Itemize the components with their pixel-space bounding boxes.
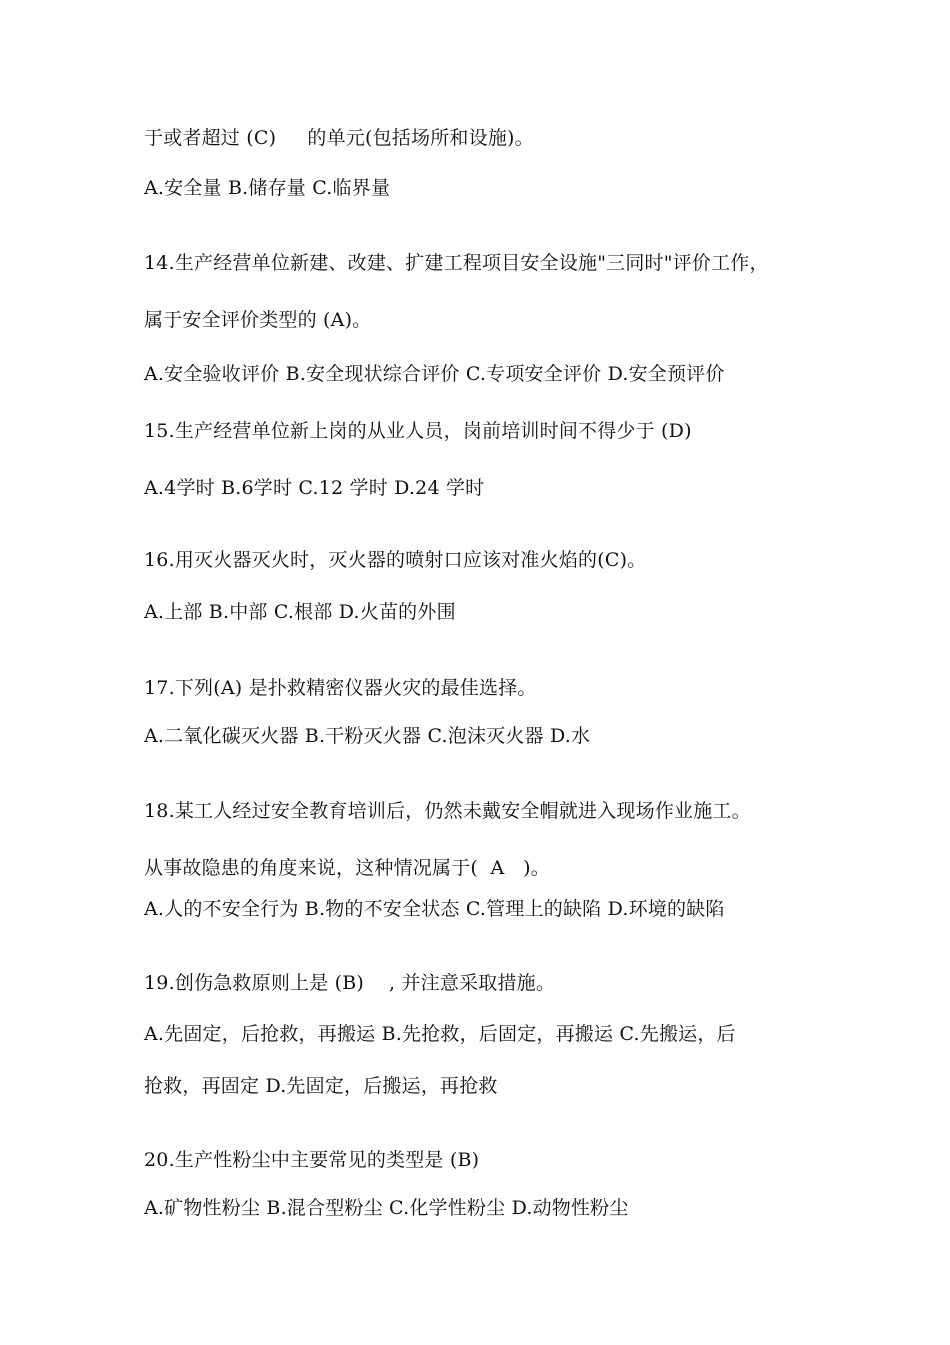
q20-text: 20.生产性粉尘中主要常见的类型是 (B) bbox=[144, 1149, 480, 1171]
q16-options: A.上部 B.中部 C.根部 D.火苗的外围 bbox=[144, 601, 456, 623]
q15-options: A.4学时 B.6学时 C.12 学时 D.24 学时 bbox=[144, 477, 485, 499]
q18-text-cont: 从事故隐患的角度来说，这种情况属于( A )。 bbox=[144, 857, 550, 879]
q19-options-cont: 抢救，再固定 D.先固定，后搬运，再抢救 bbox=[144, 1075, 498, 1097]
q13-continuation: 于或者超过 (C) 的单元(包括场所和设施)。 bbox=[144, 127, 534, 149]
q18-options: A.人的不安全行为 B.物的不安全状态 C.管理上的缺陷 D.环境的缺陷 bbox=[144, 898, 725, 920]
q15-text: 15.生产经营单位新上岗的从业人员，岗前培训时间不得少于 (D) bbox=[144, 420, 692, 442]
q19-options: A.先固定，后抢救，再搬运 B.先抢救，后固定，再搬运 C.先搬运，后 bbox=[144, 1023, 736, 1045]
q14-options: A.安全验收评价 B.安全现状综合评价 C.专项安全评价 D.安全预评价 bbox=[144, 363, 725, 385]
q14-text-cont: 属于安全评价类型的 (A)。 bbox=[144, 309, 372, 331]
q19-text: 19.创伤急救原则上是 (B) , 并注意采取措施。 bbox=[144, 972, 556, 994]
q17-text: 17.下列(A) 是扑救精密仪器火灾的最佳选择。 bbox=[144, 677, 537, 699]
q18-text: 18.某工人经过安全教育培训后，仍然未戴安全帽就进入现场作业施工。 bbox=[144, 800, 751, 822]
q17-options: A.二氧化碳灭火器 B.干粉灭火器 C.泡沫灭火器 D.水 bbox=[144, 725, 591, 747]
q16-text: 16.用灭火器灭火时，灭火器的喷射口应该对准火焰的(C)。 bbox=[144, 549, 647, 571]
q13-options: A.安全量 B.储存量 C.临界量 bbox=[144, 177, 391, 199]
q20-options: A.矿物性粉尘 B.混合型粉尘 C.化学性粉尘 D.动物性粉尘 bbox=[144, 1197, 629, 1219]
q14-text: 14.生产经营单位新建、改建、扩建工程项目安全设施"三同时"评价工作， bbox=[144, 252, 769, 274]
